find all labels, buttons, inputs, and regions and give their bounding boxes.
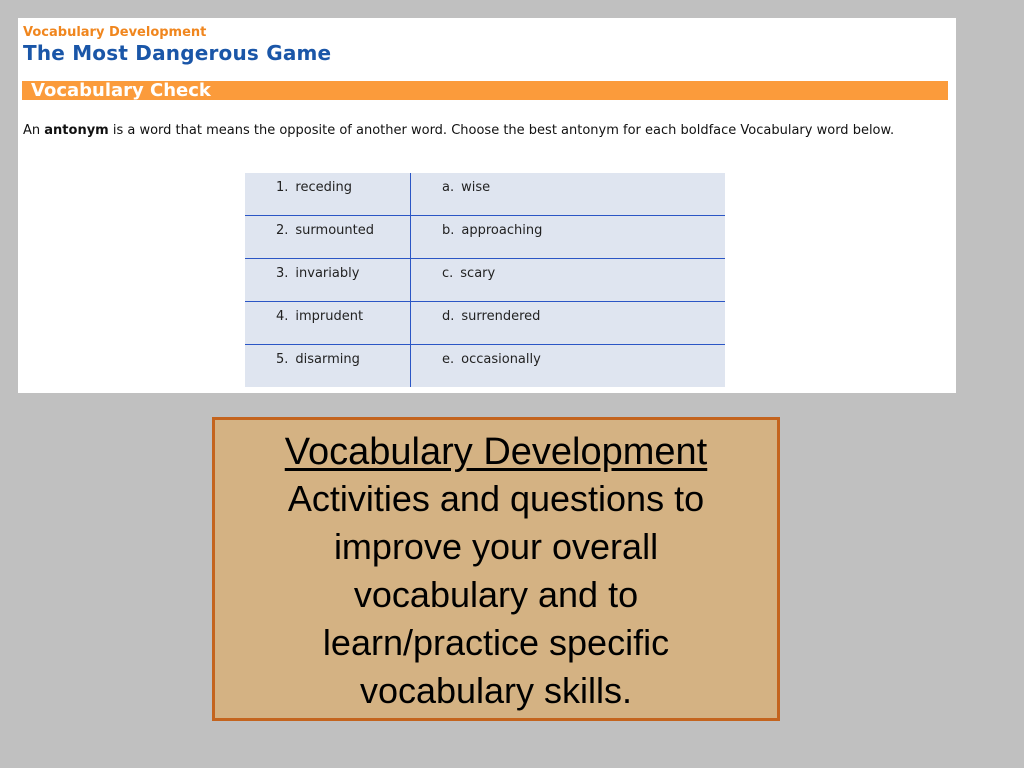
instructions-keyword: antonym: [44, 123, 109, 138]
section-header-label: Vocabulary Check: [31, 81, 211, 100]
vocab-word: imprudent: [295, 309, 364, 324]
caption-box: [212, 417, 780, 721]
table-row: [245, 302, 725, 345]
antonym-choice: occasionally: [461, 352, 541, 367]
table-row: [245, 345, 725, 388]
table-row: [245, 216, 725, 259]
antonym-choice-cell: [411, 216, 726, 259]
choice-letter: a.: [442, 180, 455, 195]
choice-letter: d.: [442, 309, 455, 324]
caption-body: Activities and questions to improve your overall vocabulary and to learn/practice specific vocabulary skills.: [287, 478, 705, 711]
vocab-word: invariably: [295, 266, 360, 281]
antonym-choice-cell: [411, 173, 726, 216]
instructions-text: [23, 121, 943, 140]
worksheet-kicker: Vocabulary Development: [23, 25, 207, 40]
antonym-choice-cell: [411, 259, 726, 302]
vocab-word-cell: [245, 173, 411, 216]
antonym-choice-cell: [411, 345, 726, 388]
choice-letter: b.: [442, 223, 455, 238]
vocab-word: receding: [295, 180, 352, 195]
choice-letter: c.: [442, 266, 454, 281]
item-number: 3.: [276, 266, 289, 281]
instructions-rest: is a word that means the opposite of another word. Choose the best antonym for each boldface Vocabulary word below.: [108, 123, 895, 138]
vocab-word-cell: [245, 345, 411, 388]
worksheet-title: The Most Dangerous Game: [23, 41, 332, 65]
item-number: 1.: [276, 180, 289, 195]
choice-letter: e.: [442, 352, 455, 367]
antonym-choice: wise: [461, 180, 491, 195]
antonym-choice-cell: [411, 302, 726, 345]
vocab-word-cell: [245, 302, 411, 345]
vocab-word-cell: [245, 259, 411, 302]
item-number: 5.: [276, 352, 289, 367]
instructions-lead: An: [23, 123, 45, 138]
item-number: 2.: [276, 223, 289, 238]
item-number: 4.: [276, 309, 289, 324]
antonym-choice: scary: [460, 266, 496, 281]
antonym-choice: surrendered: [461, 309, 541, 324]
antonym-choice: approaching: [461, 223, 543, 238]
worksheet-screenshot: [18, 18, 956, 393]
table-row: [245, 173, 725, 216]
caption-title: Vocabulary Development: [284, 431, 708, 473]
vocabulary-table: [245, 173, 725, 387]
table-row: [245, 259, 725, 302]
vocab-word: surmounted: [295, 223, 374, 238]
section-header-bar: [22, 81, 948, 100]
vocab-word: disarming: [295, 352, 360, 367]
vocab-word-cell: [245, 216, 411, 259]
